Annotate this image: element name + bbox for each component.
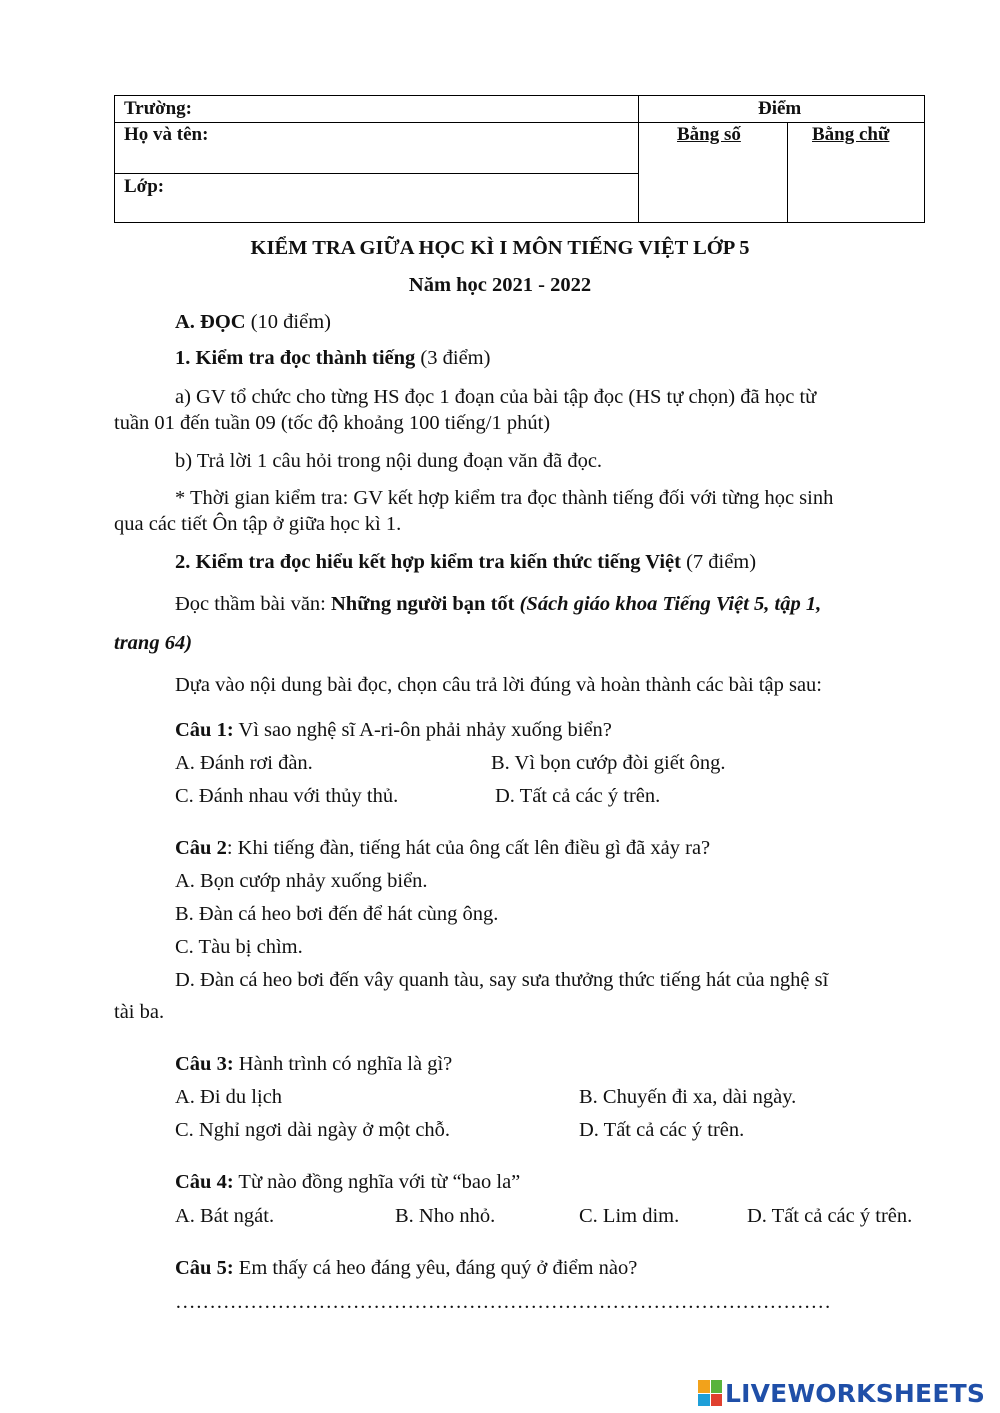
reading-line: Đọc thầm bài văn: Những người bạn tốt (Sách giáo khoa Tiếng Việt 5, tập 1, xyxy=(175,593,822,615)
q2-option-d[interactable]: D. Đàn cá heo bơi đến vây quanh tàu, say sưa thưởng thức tiếng hát của nghệ sĩ xyxy=(175,969,829,991)
liveworksheets-logo xyxy=(698,1378,985,1408)
q4-option-d[interactable]: D. Tất cả các ý trên. xyxy=(747,1205,913,1227)
q1-option-c[interactable]: C. Đánh nhau với thủy thủ. xyxy=(175,785,399,807)
score-label: Điểm xyxy=(758,98,802,119)
question-4: Câu 4: Từ nào đồng nghĩa với từ “bao la” xyxy=(175,1171,521,1193)
q3-option-d[interactable]: D. Tất cả các ý trên. xyxy=(579,1119,745,1141)
school-label: Trường: xyxy=(124,98,193,119)
part1-a-line2: tuần 01 đến tuần 09 (tốc độ khoảng 100 tiếng/1 phút) xyxy=(114,412,551,434)
q4-option-a[interactable]: A. Bát ngát. xyxy=(175,1205,275,1227)
q3-option-b[interactable]: B. Chuyến đi xa, dài ngày. xyxy=(579,1086,797,1108)
section-a-heading: A. ĐỌC (10 điểm) xyxy=(175,311,332,333)
header-table xyxy=(114,95,925,223)
q1-option-d[interactable]: D. Tất cả các ý trên. xyxy=(495,785,661,807)
table-divider xyxy=(638,96,639,222)
name-label: Họ và tên: xyxy=(124,124,209,145)
instruction: Dựa vào nội dung bài đọc, chọn câu trả lời đúng và hoàn thành các bài tập sau: xyxy=(175,674,823,696)
table-divider xyxy=(115,173,638,174)
q5-answer-line[interactable]: …………………………………………………………………………………… xyxy=(175,1291,831,1313)
score-number-label: Bằng số xyxy=(677,124,741,145)
question-2: Câu 2: Khi tiếng đàn, tiếng hát của ông cất lên điều gì đã xảy ra? xyxy=(175,837,711,859)
q1-option-a[interactable]: A. Đánh rơi đàn. xyxy=(175,752,313,774)
table-divider xyxy=(787,122,788,222)
q3-option-c[interactable]: C. Nghỉ ngơi dài ngày ở một chỗ. xyxy=(175,1119,451,1141)
q3-option-a[interactable]: A. Đi du lịch xyxy=(175,1086,283,1108)
q2-option-d-cont: tài ba. xyxy=(114,1001,165,1023)
logo-text: LIVEWORKSHEETS xyxy=(725,1378,986,1408)
q2-option-b[interactable]: B. Đàn cá heo bơi đến để hát cùng ông. xyxy=(175,903,499,925)
q2-option-a[interactable]: A. Bọn cướp nhảy xuống biển. xyxy=(175,870,428,892)
reading-source-line2: trang 64) xyxy=(114,632,193,654)
question-1: Câu 1: Vì sao nghệ sĩ A-ri-ôn phải nhảy xuống biển? xyxy=(175,719,612,741)
q4-option-b[interactable]: B. Nho nhỏ. xyxy=(395,1205,496,1227)
part1-heading: 1. Kiểm tra đọc thành tiếng (3 điểm) xyxy=(175,347,491,369)
exam-title: KIỂM TRA GIỮA HỌC KÌ I MÔN TIẾNG VIỆT LỚP 5 xyxy=(250,237,750,259)
table-divider xyxy=(115,122,925,123)
q2-option-c[interactable]: C. Tàu bị chìm. xyxy=(175,936,303,958)
part1-a-line1: a) GV tổ chức cho từng HS đọc 1 đoạn của bài tập đọc (HS tự chọn) đã học từ xyxy=(175,386,817,408)
q4-option-c[interactable]: C. Lim dim. xyxy=(579,1205,680,1227)
school-year: Năm học 2021 - 2022 xyxy=(408,274,592,296)
score-words-label: Bằng chữ xyxy=(812,124,890,145)
logo-mark-icon xyxy=(698,1380,722,1406)
part1-note-line2: qua các tiết Ôn tập ở giữa học kì 1. xyxy=(114,513,402,535)
part1-note-line1: * Thời gian kiểm tra: GV kết hợp kiểm tra đọc thành tiếng đối với từng học sinh xyxy=(175,487,834,509)
class-label: Lớp: xyxy=(124,176,165,197)
part2-heading: 2. Kiểm tra đọc hiểu kết hợp kiểm tra kiến thức tiếng Việt (7 điểm) xyxy=(175,551,757,573)
q1-option-b[interactable]: B. Vì bọn cướp đòi giết ông. xyxy=(491,752,726,774)
question-5: Câu 5: Em thấy cá heo đáng yêu, đáng quý ở điểm nào? xyxy=(175,1257,638,1279)
question-3: Câu 3: Hành trình có nghĩa là gì? xyxy=(175,1053,453,1075)
part1-b: b) Trả lời 1 câu hỏi trong nội dung đoạn văn đã đọc. xyxy=(175,450,603,472)
